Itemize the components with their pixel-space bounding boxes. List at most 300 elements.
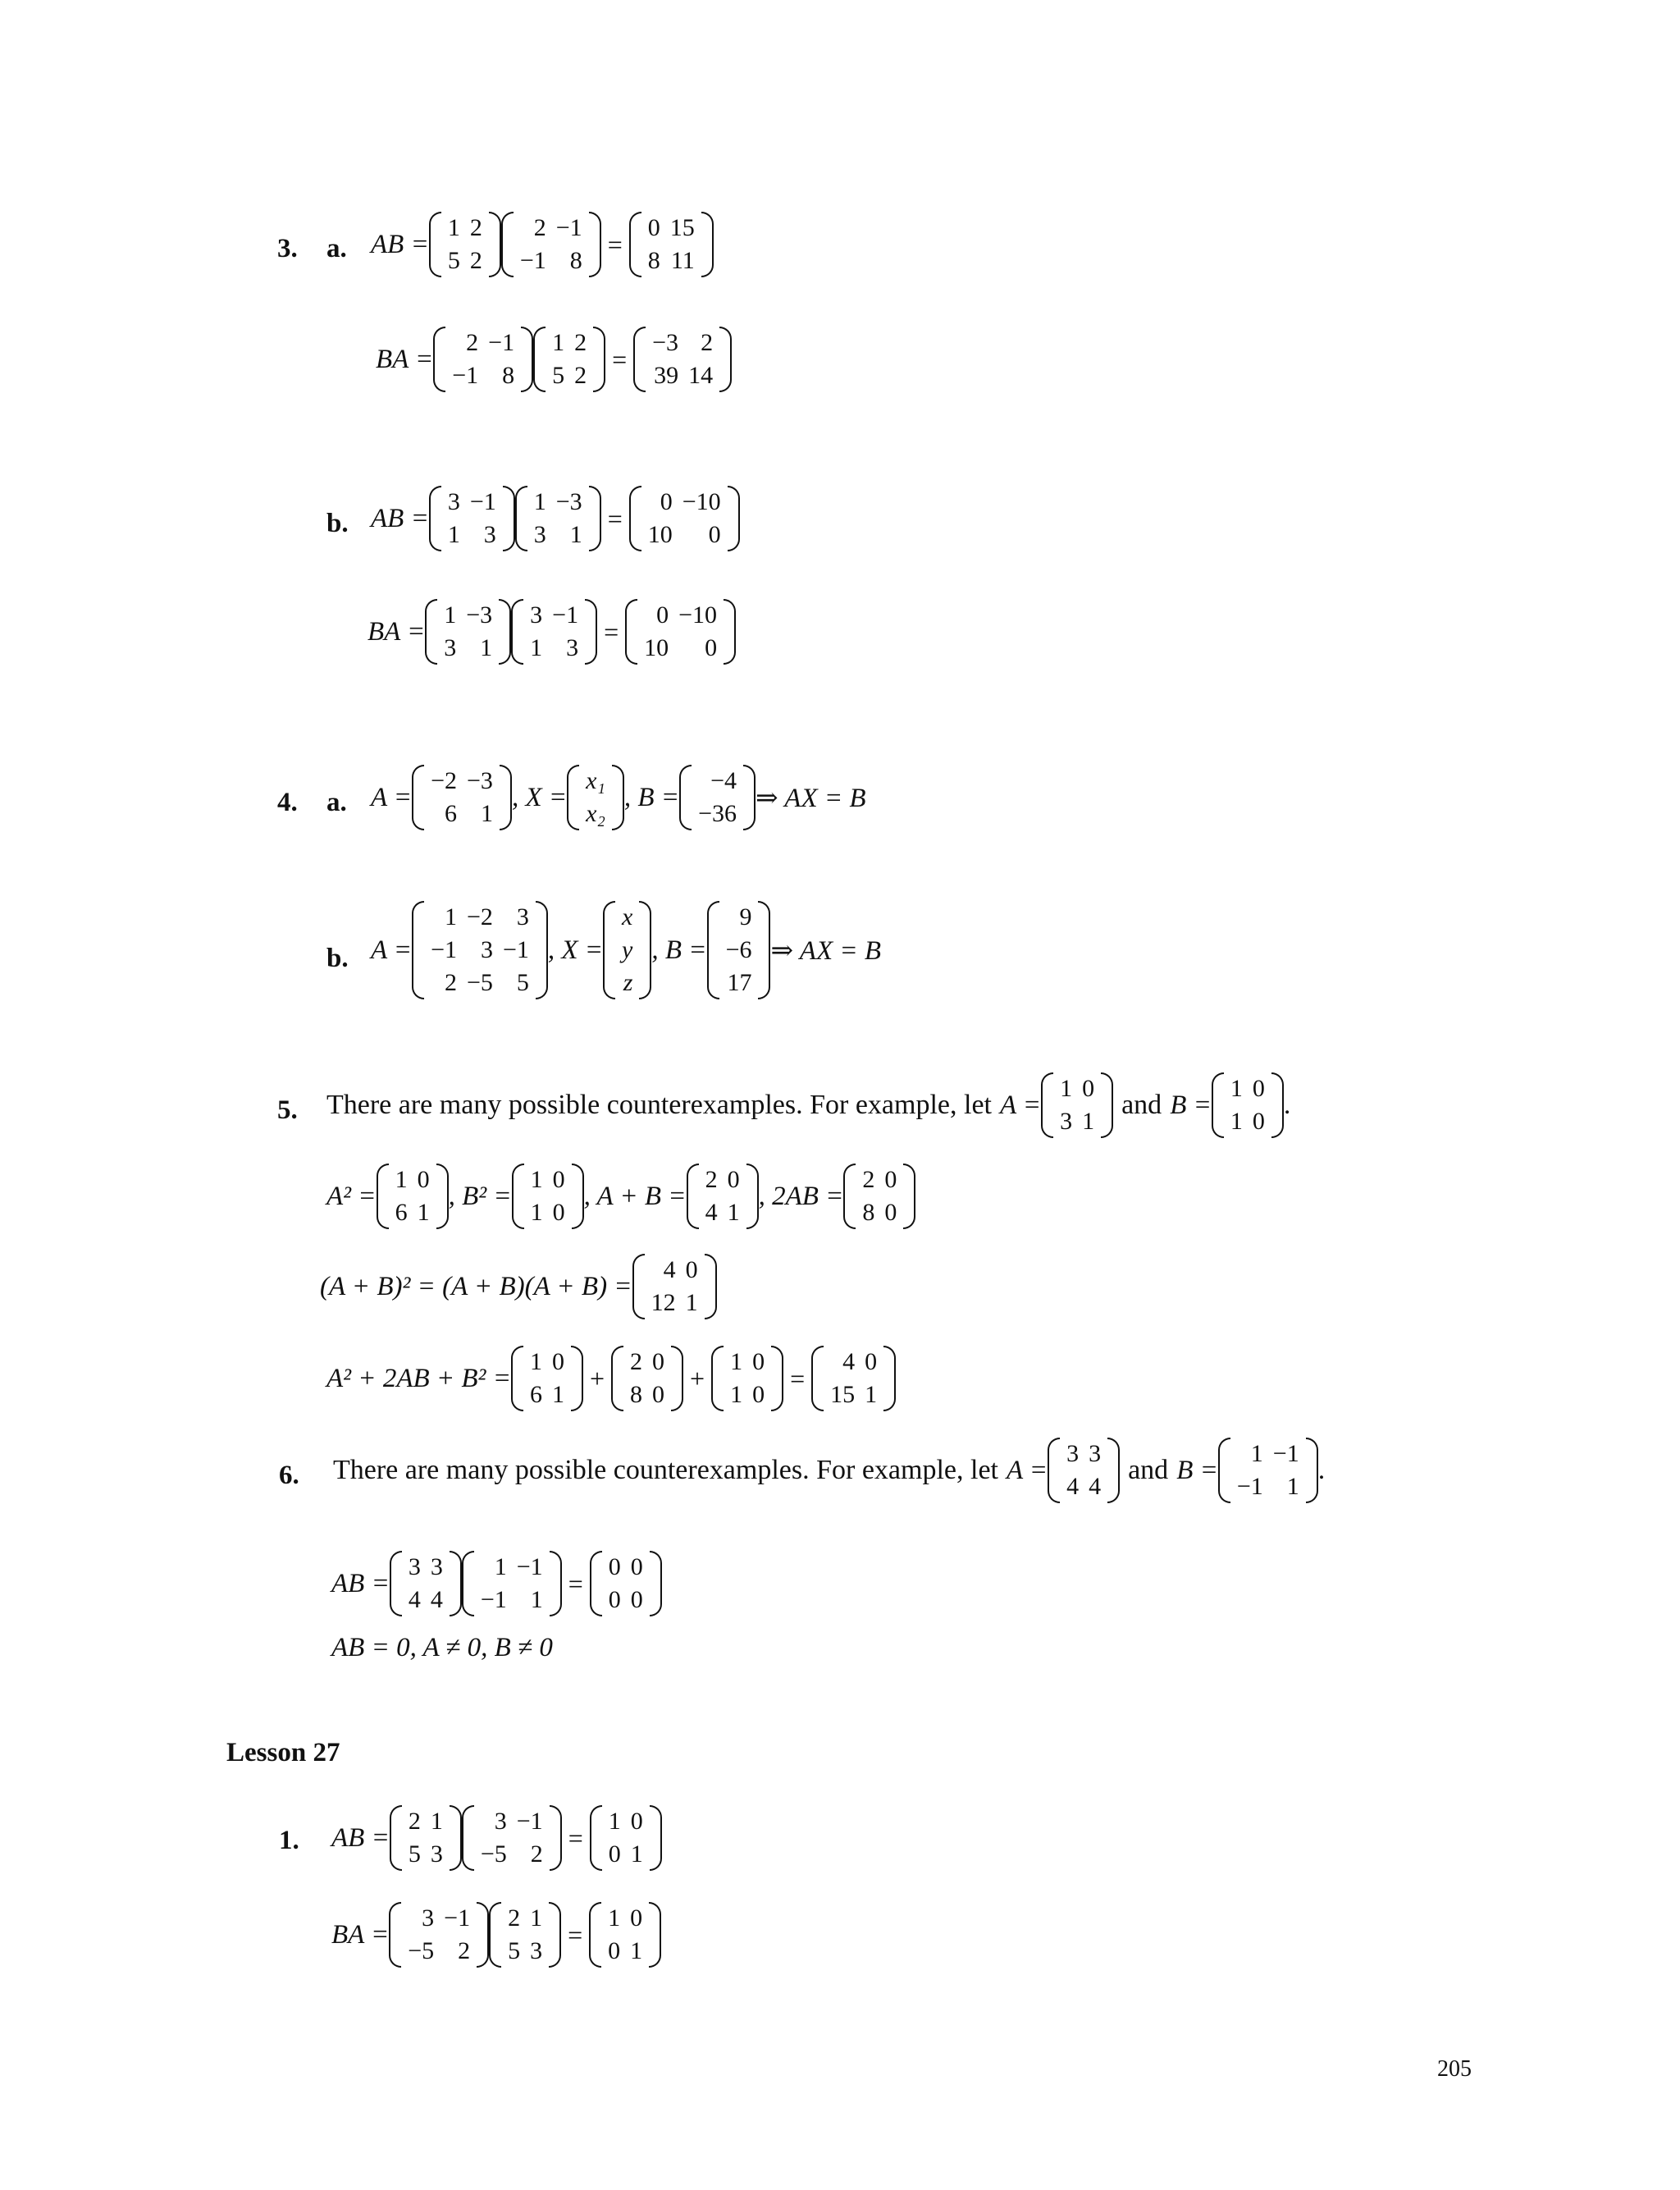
- matrix-cell: 0: [551, 1348, 564, 1375]
- matrix: [603, 901, 651, 999]
- matrix-cell: 1: [480, 634, 493, 661]
- matrix-cell: 1: [445, 903, 458, 930]
- problem-3a-label: a.: [326, 234, 347, 263]
- paren-right: [1271, 1072, 1284, 1138]
- eq-4b: [371, 901, 881, 999]
- matrix-cell: 3: [530, 1937, 543, 1964]
- matrix-cell: 1: [480, 800, 493, 827]
- eq-lhs: A =: [371, 935, 413, 965]
- matrix-cell: −5: [408, 1937, 435, 1964]
- matrix-cell: 0: [1252, 1075, 1265, 1102]
- matrix: [687, 1164, 759, 1229]
- eq-3b-ab: AB = 3 −1 1 3 1 −3 3 1 = 0 −10 10 0: [371, 486, 740, 551]
- paren-left: [811, 1346, 824, 1411]
- paren-right: [883, 1346, 896, 1411]
- paren-left: [707, 901, 719, 999]
- paren-left: [629, 486, 641, 551]
- matrix: [567, 765, 624, 830]
- eq-lhs: AB =: [371, 229, 429, 259]
- paren-left: [1041, 1072, 1053, 1138]
- paren-right: [771, 1346, 783, 1411]
- matrix-cell: 2: [469, 247, 482, 274]
- matrix-cell: 8: [862, 1199, 875, 1226]
- matrix-cell: −1: [452, 362, 479, 389]
- matrix-cell: 8: [647, 247, 660, 274]
- matrix-cell: 0: [652, 1381, 665, 1408]
- paren-left: [425, 599, 437, 665]
- matrix-cell: 3: [483, 521, 496, 548]
- matrix-cell: 0: [630, 1904, 643, 1932]
- matrix: [1212, 1072, 1284, 1138]
- paren-right: [701, 212, 714, 277]
- paren-left: [1218, 1438, 1230, 1503]
- matrix: [429, 486, 515, 551]
- matrix-cell: −10: [682, 488, 721, 515]
- paren-left: [625, 599, 637, 665]
- matrix-cell: 12: [651, 1289, 676, 1316]
- matrix-cell: −3: [467, 767, 493, 794]
- matrix-cell: 3: [1066, 1440, 1080, 1467]
- matrix-cell: 3: [430, 1840, 443, 1868]
- matrix-cell: 0: [417, 1166, 430, 1193]
- matrix-cell: 2: [508, 1904, 521, 1932]
- matrix-cell: 1: [530, 634, 543, 661]
- paren-right: [503, 486, 515, 551]
- matrix-cell: −1: [1272, 1440, 1299, 1467]
- eq-lhs: A =: [371, 782, 413, 812]
- matrix: [679, 765, 756, 830]
- eq-lhs: B =: [1170, 1090, 1212, 1120]
- matrix-cell: 10: [644, 634, 669, 661]
- matrix-cell: 9: [739, 903, 752, 930]
- matrix-cell: 1: [569, 521, 582, 548]
- matrix: [633, 327, 732, 392]
- matrix-cell: 1: [417, 1199, 430, 1226]
- eq-lhs: BA =: [331, 1919, 390, 1950]
- matrix-cell: z: [623, 969, 633, 996]
- paren-right: [650, 1551, 662, 1616]
- paren-left: [567, 765, 579, 830]
- matrix-cell: x: [622, 903, 633, 930]
- matrix-cell: 15: [669, 214, 695, 241]
- matrix-cell: 2: [533, 214, 546, 241]
- matrix-cell: 1: [395, 1166, 408, 1193]
- paren-right: [550, 1805, 562, 1871]
- eq-sep: , X =: [511, 782, 568, 812]
- paren-right: [489, 212, 501, 277]
- period: .: [1283, 1090, 1291, 1120]
- paren-right: [650, 1805, 662, 1871]
- paren-right: [758, 901, 770, 999]
- paren-right: [477, 1902, 489, 1968]
- problem-4-number: 4.: [277, 788, 298, 817]
- matrix-cell: 14: [688, 362, 714, 389]
- matrix-cell: 0: [865, 1348, 878, 1375]
- matrix-cell: 3: [480, 936, 493, 963]
- paren-left: [433, 327, 445, 392]
- matrix-cell: 1: [552, 329, 565, 356]
- problem-3-number: 3.: [277, 234, 298, 263]
- matrix: [462, 1551, 562, 1616]
- paren-left: [590, 1551, 602, 1616]
- eq-sep: , A + B =: [583, 1181, 687, 1211]
- matrix-cell: 0: [552, 1166, 565, 1193]
- paren-right: [743, 765, 756, 830]
- paren-left: [603, 901, 615, 999]
- matrix-cell: −1: [444, 1904, 471, 1932]
- matrix: [511, 599, 597, 665]
- matrix-cell: 1: [1230, 1108, 1243, 1135]
- paren-right: [593, 327, 605, 392]
- eq-tail: ⇒ AX = B: [755, 784, 866, 813]
- paren-left: [632, 1254, 645, 1319]
- paren-left: [390, 1805, 402, 1871]
- matrix-cell: 0: [647, 214, 660, 241]
- eq-sep: , B =: [651, 935, 707, 965]
- matrix-cell: 0: [685, 1256, 698, 1283]
- eq-lhs: B =: [1176, 1455, 1218, 1485]
- paren-left: [512, 1164, 524, 1229]
- matrix-cell: 8: [630, 1381, 643, 1408]
- matrix-cell: 0: [656, 601, 669, 629]
- matrix-cell: 0: [884, 1199, 897, 1226]
- matrix-cell: −1: [555, 214, 582, 241]
- matrix-cell: 0: [752, 1381, 765, 1408]
- matrix: [589, 1902, 661, 1968]
- statement-text: There are many possible counterexamples. For example, let: [326, 1090, 992, 1120]
- matrix-cell: 3: [494, 1808, 507, 1835]
- eq-4a: [371, 765, 866, 830]
- eq-sep: , 2AB =: [758, 1181, 844, 1211]
- paren-left: [1048, 1438, 1060, 1503]
- and-text: and: [1121, 1090, 1162, 1120]
- matrix-cell: 1: [685, 1289, 698, 1316]
- paren-right: [1306, 1438, 1318, 1503]
- matrix: [707, 901, 771, 999]
- eq-6-ab: AB = 3 3 4 4 1 −1 −1 1 = 0 0 0 0: [331, 1551, 662, 1616]
- matrix: [512, 1164, 584, 1229]
- matrix-cell: −3: [652, 329, 679, 356]
- paren-left: [633, 327, 646, 392]
- matrix-cell: 39: [654, 362, 679, 389]
- matrix-cell: 0: [630, 1586, 643, 1613]
- matrix-cell: 10: [647, 521, 673, 548]
- matrix-cell: 1: [530, 1199, 543, 1226]
- matrix-cell: 0: [705, 634, 718, 661]
- matrix-cell: 3: [533, 521, 546, 548]
- matrix-cell: 11: [670, 247, 695, 274]
- matrix-cell: 1: [630, 1840, 643, 1868]
- eq-sep: , X =: [547, 935, 604, 965]
- paren-left: [429, 212, 441, 277]
- eq-3b-ba: BA = 1 −3 3 1 3 −1 1 3 = 0 −10 10 0: [368, 599, 736, 665]
- matrix-cell: 3: [566, 634, 579, 661]
- matrix-cell: 0: [1252, 1108, 1265, 1135]
- matrix-cell: 0: [608, 1937, 621, 1964]
- matrix-cell: −5: [467, 969, 493, 996]
- matrix-cell: 2: [630, 1348, 643, 1375]
- matrix-cell: 0: [630, 1808, 643, 1835]
- matrix: [711, 1346, 783, 1411]
- paren-right: [1107, 1438, 1120, 1503]
- matrix-cell: 3: [530, 601, 543, 629]
- paren-left: [412, 765, 424, 830]
- matrix-cell: 8: [569, 247, 582, 274]
- eq-lhs: AB =: [331, 1568, 390, 1598]
- eq-l27-1-ba: BA = 3 −1 −5 2 2 1 5 3 = 1 0 0 1: [331, 1902, 661, 1968]
- and-text: and: [1128, 1455, 1169, 1485]
- matrix-cell: −3: [466, 601, 493, 629]
- matrix-cell: 2: [469, 214, 482, 241]
- matrix: [629, 212, 714, 277]
- paren-left: [589, 1902, 601, 1968]
- matrix-cell: 0: [884, 1166, 897, 1193]
- matrix: [625, 599, 736, 665]
- paren-left: [462, 1551, 474, 1616]
- paren-left: [1212, 1072, 1224, 1138]
- matrix-cell: −1: [1236, 1473, 1263, 1500]
- eq-lhs: A =: [1000, 1090, 1042, 1120]
- paren-right: [572, 1164, 584, 1229]
- paren-right: [719, 327, 732, 392]
- problem-3b-label: b.: [326, 509, 349, 538]
- paren-right: [521, 327, 533, 392]
- paren-right: [612, 765, 624, 830]
- eq-lhs: A² =: [326, 1181, 377, 1211]
- matrix: [462, 1805, 562, 1871]
- period: .: [1317, 1455, 1326, 1485]
- matrix-cell: 0: [752, 1348, 765, 1375]
- matrix-cell: 17: [727, 969, 752, 996]
- matrix: [843, 1164, 915, 1229]
- matrix-cell: 1: [630, 1937, 643, 1964]
- paren-right: [585, 599, 597, 665]
- matrix-cell: 5: [516, 969, 529, 996]
- matrix-cell: 2: [466, 329, 479, 356]
- eq-sep: , B² =: [448, 1181, 512, 1211]
- problem-6-conclusion: AB = 0, A ≠ 0, B ≠ 0: [331, 1633, 553, 1662]
- matrix: [590, 1551, 662, 1616]
- paren-left: [533, 327, 546, 392]
- eq-3a-ba: BA = 2 −1 −1 8 1 2 5 2 = −3 2 39 14: [376, 327, 732, 392]
- eq-sep: , B =: [623, 782, 680, 812]
- paren-right: [746, 1164, 759, 1229]
- matrix-cell: 2: [862, 1166, 875, 1193]
- paren-right: [499, 599, 511, 665]
- matrix: [429, 212, 501, 277]
- matrix-cell: 3: [430, 1553, 443, 1580]
- paren-right: [550, 1551, 562, 1616]
- paren-left: [462, 1805, 474, 1871]
- matrix: [1041, 1072, 1113, 1138]
- matrix: [390, 1551, 462, 1616]
- eq-lhs: BA =: [368, 616, 426, 647]
- paren-right: [450, 1551, 462, 1616]
- paren-right: [436, 1164, 449, 1229]
- matrix: [515, 486, 601, 551]
- matrix-cell: 2: [705, 1166, 718, 1193]
- matrix: [611, 1346, 683, 1411]
- paren-left: [629, 212, 641, 277]
- eq-3a-ab: AB = 1 2 5 2 2 −1 −1 8 = 0 15 8 11: [371, 212, 714, 277]
- paren-right: [589, 486, 601, 551]
- matrix: [433, 327, 533, 392]
- eq-lhs: A =: [1007, 1455, 1048, 1485]
- matrix-cell: 1: [1230, 1075, 1243, 1102]
- matrix-cell: 2: [458, 1937, 471, 1964]
- matrix-cell: 3: [1089, 1440, 1102, 1467]
- matrix-cell: −4: [710, 767, 737, 794]
- matrix-cell: 0: [608, 1553, 621, 1580]
- paren-right: [639, 901, 651, 999]
- matrix-cell: 6: [395, 1199, 408, 1226]
- matrix-cell: 1: [530, 1166, 543, 1193]
- paren-right: [549, 1902, 561, 1968]
- matrix-cell: x₂: [586, 800, 605, 827]
- matrix-cell: 5: [408, 1840, 421, 1868]
- matrix-cell: 1: [1250, 1440, 1263, 1467]
- matrix-cell: 4: [842, 1348, 856, 1375]
- matrix-cell: −10: [678, 601, 718, 629]
- matrix-cell: 1: [1286, 1473, 1299, 1500]
- matrix-cell: 1: [730, 1381, 743, 1408]
- matrix: [1218, 1438, 1318, 1503]
- matrix-cell: 0: [608, 1840, 621, 1868]
- matrix-cell: 4: [705, 1199, 718, 1226]
- matrix: [629, 486, 740, 551]
- matrix-cell: 0: [652, 1348, 665, 1375]
- matrix-cell: 5: [552, 362, 565, 389]
- matrix-cell: 2: [408, 1808, 421, 1835]
- matrix-cell: 4: [430, 1586, 443, 1613]
- paren-right: [450, 1805, 462, 1871]
- matrix-cell: −6: [725, 936, 752, 963]
- problem-6-statement: [333, 1438, 1325, 1503]
- matrix-cell: 2: [530, 1840, 543, 1868]
- matrix-cell: −1: [480, 1586, 507, 1613]
- paren-right: [589, 212, 601, 277]
- matrix-cell: 1: [447, 214, 460, 241]
- paren-left: [377, 1164, 389, 1229]
- matrix-cell: 2: [445, 969, 458, 996]
- matrix-cell: 1: [530, 1904, 543, 1932]
- paren-right: [500, 765, 512, 830]
- paren-right: [728, 486, 740, 551]
- matrix-cell: 0: [552, 1199, 565, 1226]
- eq-5-line2: [320, 1254, 717, 1319]
- matrix-cell: 1: [1082, 1108, 1095, 1135]
- matrix: [501, 212, 601, 277]
- eq-tail: ⇒ AX = B: [770, 936, 882, 966]
- matrix-cell: 1: [727, 1199, 740, 1226]
- matrix-cell: −2: [431, 767, 458, 794]
- paren-right: [903, 1164, 915, 1229]
- matrix-cell: 0: [727, 1166, 740, 1193]
- eq-lhs: A² + 2AB + B² =: [326, 1363, 511, 1393]
- matrix-cell: 3: [1060, 1108, 1073, 1135]
- matrix-cell: 0: [608, 1586, 621, 1613]
- problem-6-number: 6.: [279, 1461, 299, 1490]
- paren-left: [515, 486, 527, 551]
- matrix-cell: 0: [708, 521, 721, 548]
- matrix-cell: −1: [488, 329, 515, 356]
- eq-lhs: AB =: [331, 1822, 390, 1853]
- paren-left: [511, 1346, 523, 1411]
- matrix-cell: 8: [502, 362, 515, 389]
- paren-left: [611, 1346, 623, 1411]
- matrix-cell: 0: [630, 1553, 643, 1580]
- matrix-cell: 1: [608, 1808, 621, 1835]
- matrix: [412, 901, 548, 999]
- paren-left: [511, 599, 523, 665]
- lesson-heading: Lesson 27: [226, 1738, 340, 1767]
- paren-right: [649, 1902, 661, 1968]
- matrix-cell: 1: [530, 1586, 543, 1613]
- matrix-cell: 3: [408, 1553, 421, 1580]
- matrix-cell: −1: [502, 936, 529, 963]
- matrix-cell: −2: [467, 903, 493, 930]
- problem-5-number: 5.: [277, 1095, 298, 1125]
- matrix-cell: 1: [551, 1381, 564, 1408]
- matrix-cell: 3: [447, 488, 460, 515]
- eq-5-line1: [326, 1164, 915, 1229]
- matrix-cell: 1: [529, 1348, 542, 1375]
- problem-5-statement: [326, 1072, 1290, 1138]
- matrix-cell: 1: [430, 1808, 443, 1835]
- page-number: 205: [1437, 2056, 1472, 2082]
- matrix: [377, 1164, 449, 1229]
- eq-lhs: (A + B)² = (A + B)(A + B) =: [320, 1271, 632, 1301]
- matrix-cell: 6: [529, 1381, 542, 1408]
- paren-left: [501, 212, 514, 277]
- matrix: [389, 1902, 489, 1968]
- matrix-cell: −5: [480, 1840, 507, 1868]
- paren-left: [843, 1164, 856, 1229]
- matrix: [489, 1902, 561, 1968]
- eq-5-line3: A² + 2AB + B² = 1 0 6 1 + 2 0 8 0 + 1 0 1 0 = 4 0 15 1: [326, 1346, 896, 1411]
- paren-right: [671, 1346, 683, 1411]
- matrix: [425, 599, 511, 665]
- matrix-cell: 0: [660, 488, 673, 515]
- matrix-cell: 1: [494, 1553, 507, 1580]
- matrix-cell: 2: [574, 329, 587, 356]
- matrix-cell: 5: [447, 247, 460, 274]
- matrix-cell: −1: [519, 247, 546, 274]
- paren-left: [389, 1902, 401, 1968]
- problem-4a-label: a.: [326, 788, 347, 817]
- paren-left: [412, 901, 424, 999]
- matrix-cell: 1: [447, 521, 460, 548]
- matrix-cell: 1: [730, 1348, 743, 1375]
- matrix-cell: 1: [608, 1904, 621, 1932]
- matrix-cell: 2: [701, 329, 714, 356]
- matrix: [632, 1254, 717, 1319]
- paren-left: [390, 1551, 402, 1616]
- paren-left: [489, 1902, 501, 1968]
- matrix-cell: 1: [1060, 1075, 1073, 1102]
- matrix-cell: 4: [408, 1586, 421, 1613]
- paren-left: [711, 1346, 724, 1411]
- matrix: [511, 1346, 583, 1411]
- paren-right: [724, 599, 736, 665]
- matrix-cell: −1: [469, 488, 496, 515]
- matrix-cell: 1: [444, 601, 457, 629]
- matrix-cell: 2: [574, 362, 587, 389]
- matrix: [590, 1805, 662, 1871]
- matrix-cell: −1: [431, 936, 458, 963]
- matrix-cell: 4: [1089, 1473, 1102, 1500]
- matrix-cell: 3: [516, 903, 529, 930]
